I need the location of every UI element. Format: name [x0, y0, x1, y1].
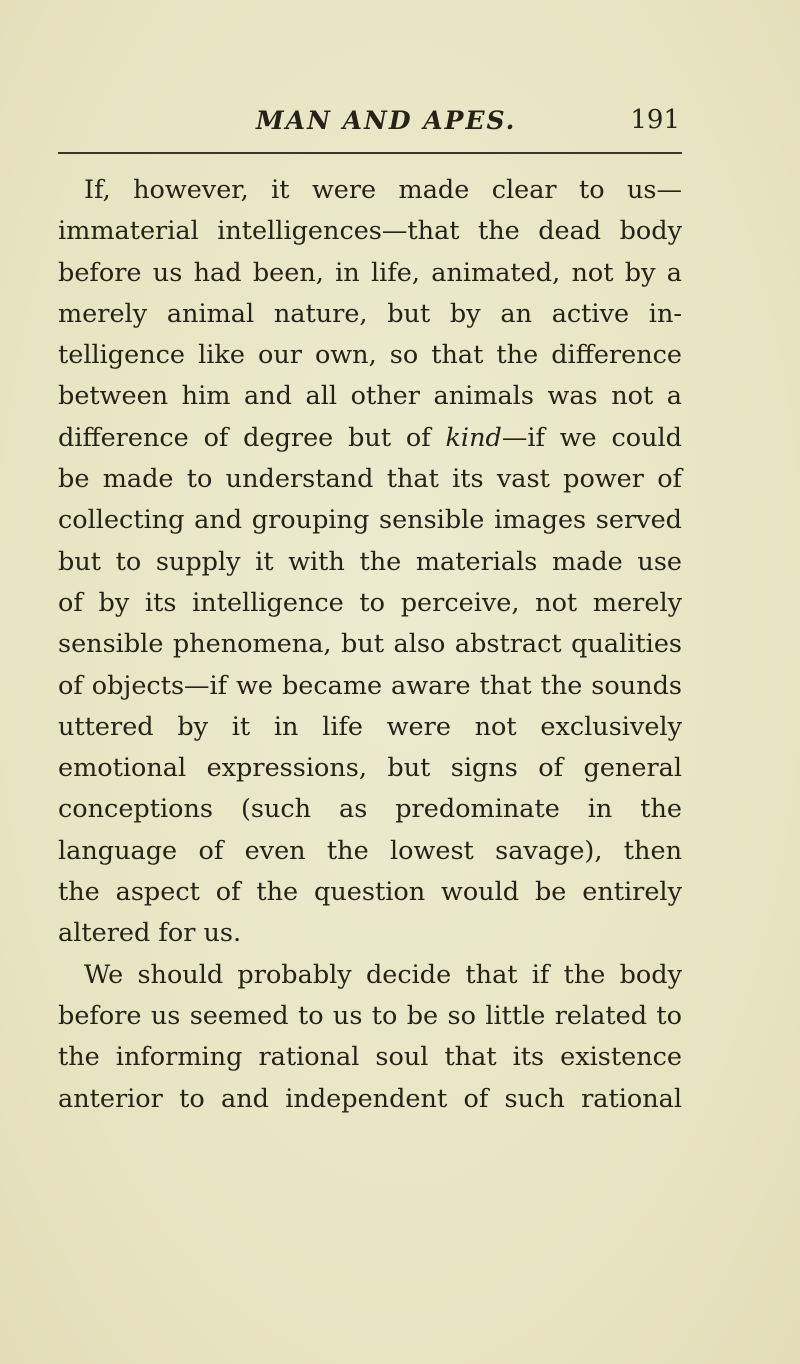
body-text — [58, 170, 682, 1120]
text-line: conceptions (such as predominate in the — [58, 794, 682, 825]
text-line: between him and all other animals was not a — [58, 381, 682, 412]
text-line: sensible phenomena, but also abstract qualities — [58, 629, 682, 660]
text-line: collecting and grouping sensible images served — [58, 505, 682, 536]
text-line-with-italic — [58, 418, 682, 459]
text-line: be made to understand that its vast power of — [58, 464, 682, 495]
text-fragment: —if we could — [501, 422, 682, 453]
text-line: altered for us. — [58, 918, 242, 949]
text-line: language of even the lowest savage), then — [58, 835, 682, 866]
text-line: of by its intelligence to perceive, not merely — [58, 587, 682, 618]
page-number: 191 — [630, 105, 680, 135]
running-title: MAN AND APES. — [256, 106, 517, 135]
text-line: If, however, it were made clear to us— — [84, 175, 682, 205]
text-line: anterior to and independent of such rational — [58, 1083, 682, 1114]
italic-word: kind — [445, 422, 502, 453]
text-line: We should probably decide that if the body — [84, 959, 682, 990]
running-head — [60, 94, 680, 144]
text-line: uttered by it in life were not exclusively — [58, 711, 682, 742]
text-line: immaterial intelligences—that the dead body — [58, 216, 682, 247]
text-line: emotional expressions, but signs of general — [58, 753, 682, 784]
text-line: telligence like our own, so that the difference — [58, 340, 682, 371]
text-line: before us had been, in life, animated, not by a — [58, 257, 682, 288]
text-line: the aspect of the question would be entirely — [58, 877, 682, 908]
text-line: the informing rational soul that its existence — [58, 1042, 682, 1073]
text-line: of objects—if we became aware that the sounds — [58, 670, 682, 701]
text-line: before us seemed to us to be so little related to — [58, 1000, 682, 1031]
text-line: merely animal nature, but by an active in- — [58, 298, 682, 329]
text-fragment: difference of degree but of — [58, 422, 446, 453]
header-rule — [58, 152, 682, 154]
text-line: but to supply it with the materials made use — [58, 546, 682, 577]
